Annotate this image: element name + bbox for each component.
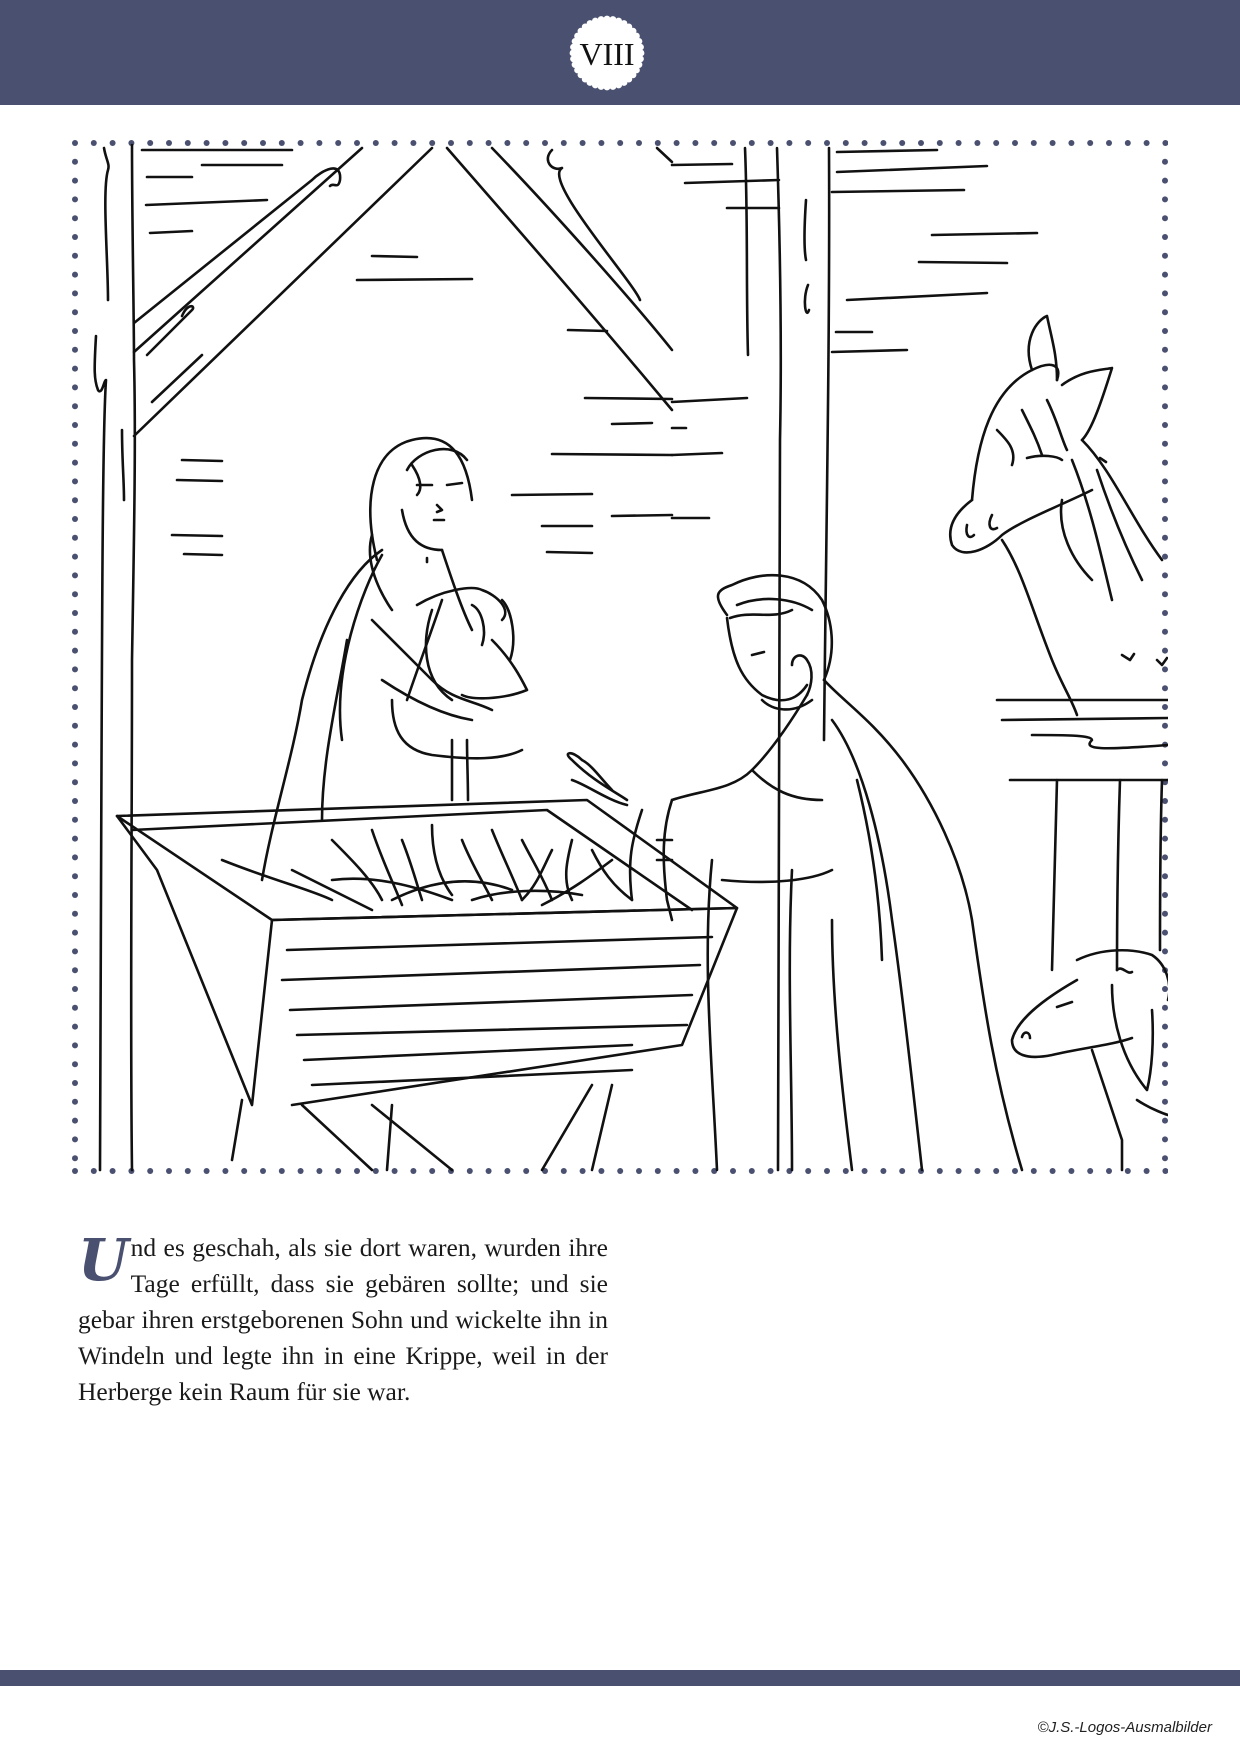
wall-planks-right bbox=[832, 150, 1037, 352]
verse-text: nd es geschah, als sie dort waren, wurden ihre Tage erfüllt, dass sie gebären sollte; und sie gebar ihren erstgeborenen Sohn und wickelte ihn in Windeln und legte ihn in eine Krippe, weil in der Herberge kein Raum für sie war. bbox=[78, 1233, 608, 1406]
stable-left-post-icon bbox=[95, 145, 135, 1170]
nativity-illustration bbox=[72, 140, 1168, 1174]
chapter-badge bbox=[568, 14, 646, 92]
sheep-figure bbox=[1012, 950, 1168, 1170]
roof-beam-left bbox=[134, 148, 432, 436]
roof-beam-right bbox=[447, 148, 672, 410]
drop-cap: U bbox=[78, 1226, 129, 1294]
illustration-frame bbox=[72, 140, 1168, 1174]
chapter-number: VIII bbox=[579, 36, 635, 72]
fence bbox=[997, 700, 1168, 970]
dotted-border bbox=[72, 140, 1168, 1174]
copyright-notice: ©J.S.-Logos-Ausmalbilder bbox=[1037, 1719, 1212, 1736]
horse-figure bbox=[950, 316, 1167, 715]
footer-bar bbox=[0, 1670, 1240, 1686]
wall-planks bbox=[172, 164, 779, 555]
manger-icon bbox=[117, 800, 737, 1170]
bible-verse bbox=[78, 1226, 608, 1410]
stable-center-post-icon bbox=[745, 148, 829, 1170]
